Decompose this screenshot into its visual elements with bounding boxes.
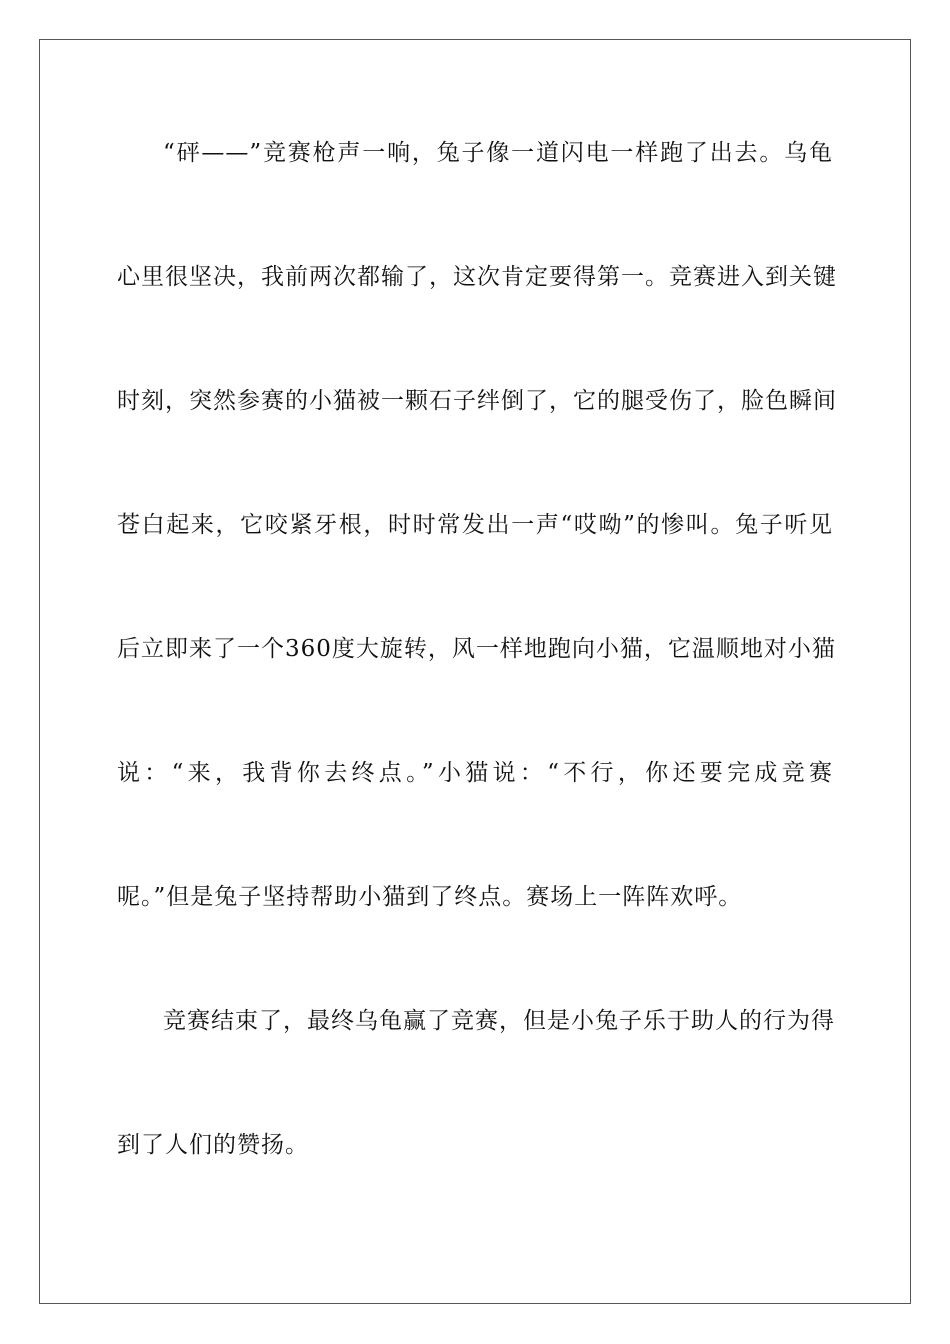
paragraph-1-line-2: 心里很坚决，我前两次都输了，这次肯定要得第一。竞赛进入到关键 <box>117 264 837 290</box>
paragraph-1-line-4: 苍白起来，它咬紧牙根，时时常发出一声“哎呦”的惨叫。兔子听见 <box>117 512 833 538</box>
paragraph-1-line-6: 说：“来，我背你去终点。”小猫说：“不行，你还要完成竞赛 <box>117 760 833 786</box>
document-body <box>117 122 837 1238</box>
paragraph-2-line-1: 竞赛结束了，最终乌龟赢了竞赛，但是小兔子乐于助人的行为得 <box>163 1008 835 1034</box>
paragraph-1-line-7: 呢。”但是兔子坚持帮助小猫到了终点。赛场上一阵阵欢呼。 <box>117 884 743 910</box>
paragraph-1-line-3: 时刻，突然参赛的小猫被一颗石子绊倒了，它的腿受伤了，脸色瞬间 <box>117 388 837 414</box>
paragraph-2-line-2: 到了人们的赞扬。 <box>117 1132 309 1158</box>
paragraph-1-line-1: “砰——”竞赛枪声一响，兔子像一道闪电一样跑了出去。乌龟 <box>163 140 833 166</box>
paragraph-1-line-5: 后立即来了一个360度大旋转，风一样地跑向小猫，它温顺地对小猫 <box>117 636 836 662</box>
